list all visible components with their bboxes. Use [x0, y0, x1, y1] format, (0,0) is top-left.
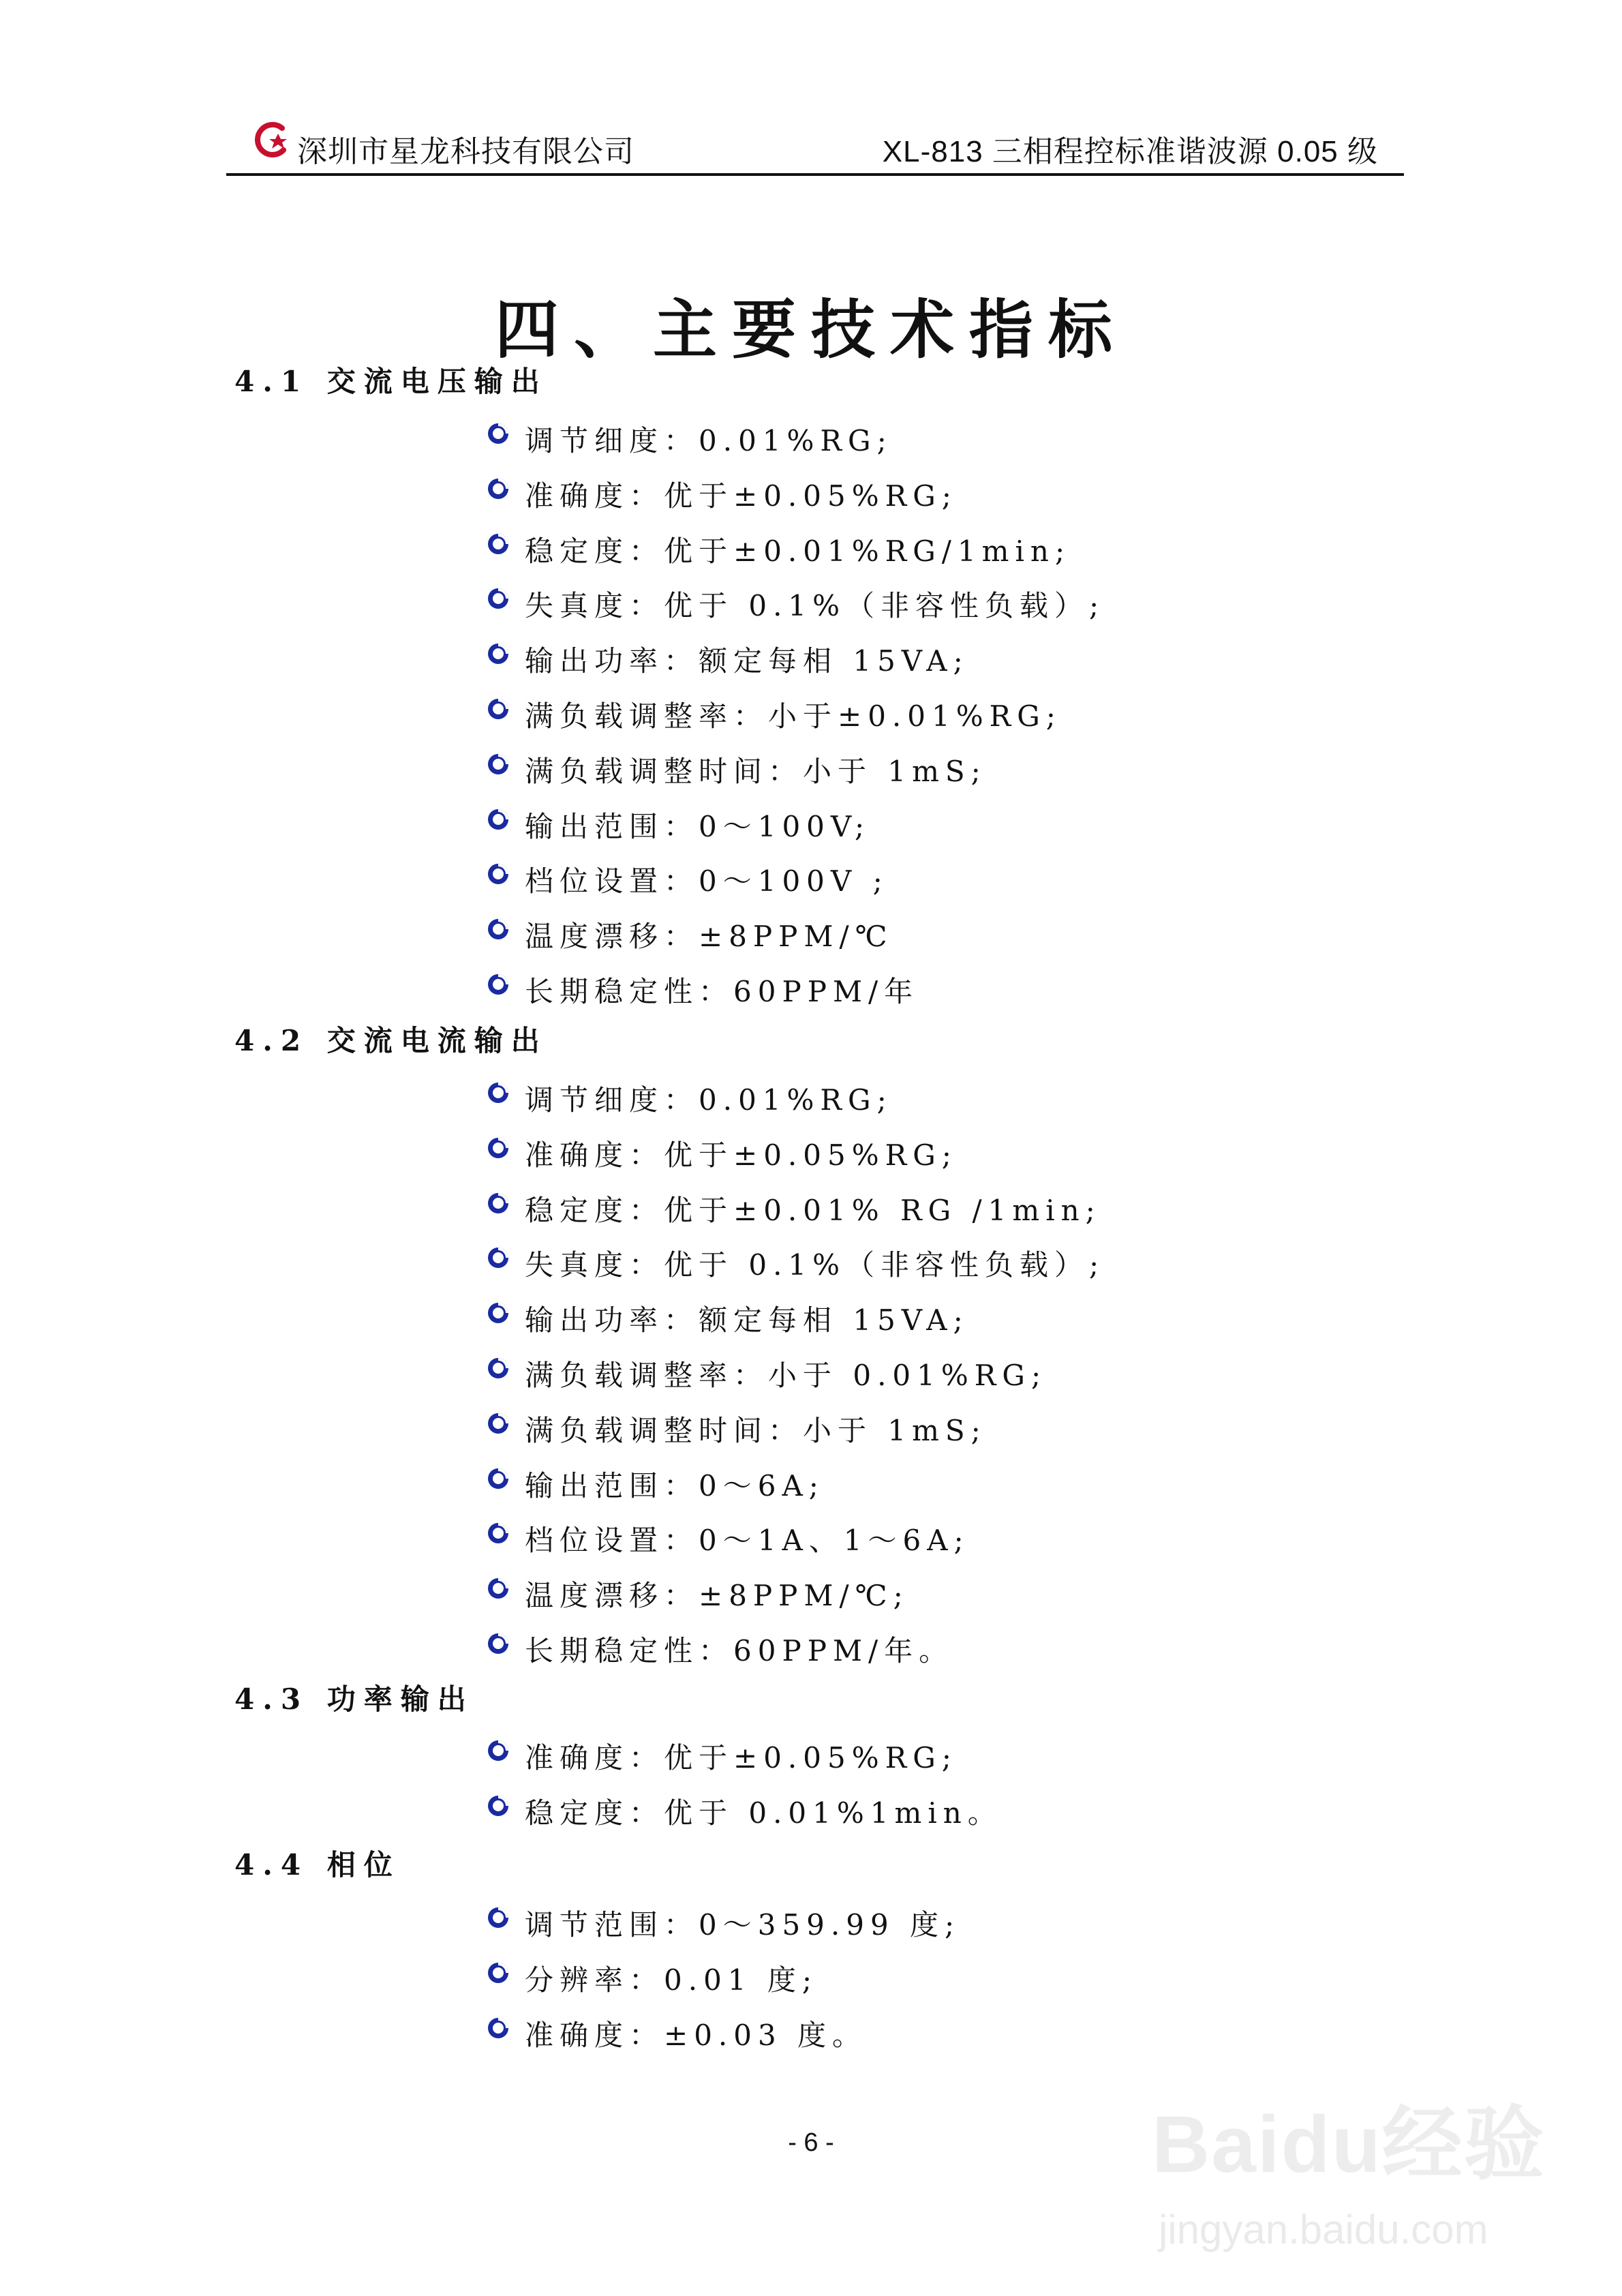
- bullet-icon: [485, 1300, 511, 1326]
- spec-item: 温度漂移：±8PPM/℃;: [525, 1579, 909, 1613]
- bullet-icon: [485, 1355, 511, 1381]
- bullet-icon: [485, 1245, 511, 1271]
- spec-item: 温度漂移：±8PPM/℃: [525, 920, 893, 954]
- company-logo-icon: [251, 119, 294, 162]
- bullet-icon: [485, 586, 511, 611]
- bullet-icon: [485, 1905, 511, 1931]
- spec-item: 稳定度：优于±0.01%RG/1min;: [525, 534, 1071, 568]
- spec-item: 长期稳定性：60PPM/年: [525, 975, 919, 1008]
- bullet-icon: [485, 1466, 511, 1492]
- bullet-icon: [485, 971, 511, 997]
- bullet-icon: [485, 861, 511, 887]
- spec-item: 输出范围：0～6A;: [525, 1468, 825, 1502]
- watermark: [1152, 2079, 1546, 2263]
- spec-item: 调节范围：0～359.99 度;: [525, 1908, 961, 1942]
- spec-item: 输出范围：0～100V;: [525, 809, 871, 843]
- spec-item: 档位设置：0～100V ;: [525, 864, 889, 898]
- spec-item: 长期稳定性：60PPM/年。: [525, 1634, 954, 1667]
- section-heading: 4.3 功率输出: [234, 1682, 474, 1716]
- bullet-icon: [485, 1575, 511, 1601]
- spec-item: 准确度：优于±0.05%RG;: [525, 1138, 958, 1172]
- bullet-icon: [485, 1793, 511, 1819]
- bullet-icon: [485, 1738, 511, 1764]
- bullet-icon: [485, 421, 511, 447]
- bullet-icon: [485, 2015, 511, 2041]
- spec-item: 调节细度：0.01%RG;: [525, 424, 893, 457]
- spec-item: 准确度：优于±0.05%RG;: [525, 479, 958, 513]
- spec-item: 分辨率：0.01 度;: [525, 1963, 818, 1997]
- page-header: [226, 117, 1404, 176]
- bullet-icon: [485, 476, 511, 502]
- company-name: 深圳市星龙科技有限公司: [297, 135, 634, 168]
- bullet-icon: [485, 1080, 511, 1106]
- spec-item: 调节细度：0.01%RG;: [525, 1083, 893, 1117]
- spec-item: 满负载调整率：小于 0.01%RG;: [525, 1359, 1047, 1392]
- spec-item: 准确度：优于±0.05%RG;: [525, 1741, 958, 1774]
- bullet-icon: [485, 806, 511, 832]
- bullet-icon: [485, 1631, 511, 1657]
- spec-item: 失真度：优于 0.1%（非容性负载）;: [525, 1248, 1105, 1282]
- watermark-url: jingyan.baidu.com: [1159, 2207, 1488, 2252]
- bullet-icon: [485, 751, 511, 777]
- bullet-icon: [485, 531, 511, 557]
- spec-item: 输出功率：额定每相 15VA;: [525, 1303, 969, 1338]
- spec-item: 满负载调整率：小于±0.01%RG;: [525, 699, 1062, 733]
- spec-item: 档位设置：0～1A、1～6A;: [525, 1524, 970, 1558]
- watermark-logo: Baidu经验: [1152, 2100, 1546, 2190]
- bullet-icon: [485, 1520, 511, 1546]
- product-model: XL-813 三相程控标准谐波源 0.05 级: [882, 135, 1378, 168]
- section-heading: 4.1 交流电压输出: [234, 365, 548, 398]
- page-title: 四、主要技术指标: [494, 292, 1127, 367]
- bullet-icon: [485, 641, 511, 667]
- spec-item: 输出功率：额定每相 15VA;: [525, 644, 969, 678]
- spec-item: 稳定度：优于±0.01% RG /1min;: [525, 1193, 1101, 1227]
- section-heading: 4.2 交流电流输出: [234, 1024, 548, 1057]
- header-rule: [226, 173, 1404, 176]
- spec-item: 失真度：优于 0.1%（非容性负载）;: [525, 589, 1105, 623]
- spec-item: 稳定度：优于 0.01%1min。: [525, 1796, 1003, 1830]
- bullet-icon: [485, 1135, 511, 1161]
- spec-item: 满负载调整时间：小于 1mS;: [525, 754, 987, 788]
- section-heading: 4.4 相位: [234, 1848, 401, 1882]
- bullet-icon: [485, 916, 511, 942]
- bullet-icon: [485, 696, 511, 722]
- spec-item: 满负载调整时间：小于 1mS;: [525, 1413, 987, 1447]
- page-number: - 6 -: [788, 2128, 834, 2157]
- bullet-icon: [485, 1410, 511, 1436]
- bullet-icon: [485, 1960, 511, 1986]
- bullet-icon: [485, 1190, 511, 1216]
- spec-item: 准确度：±0.03 度。: [525, 2018, 868, 2052]
